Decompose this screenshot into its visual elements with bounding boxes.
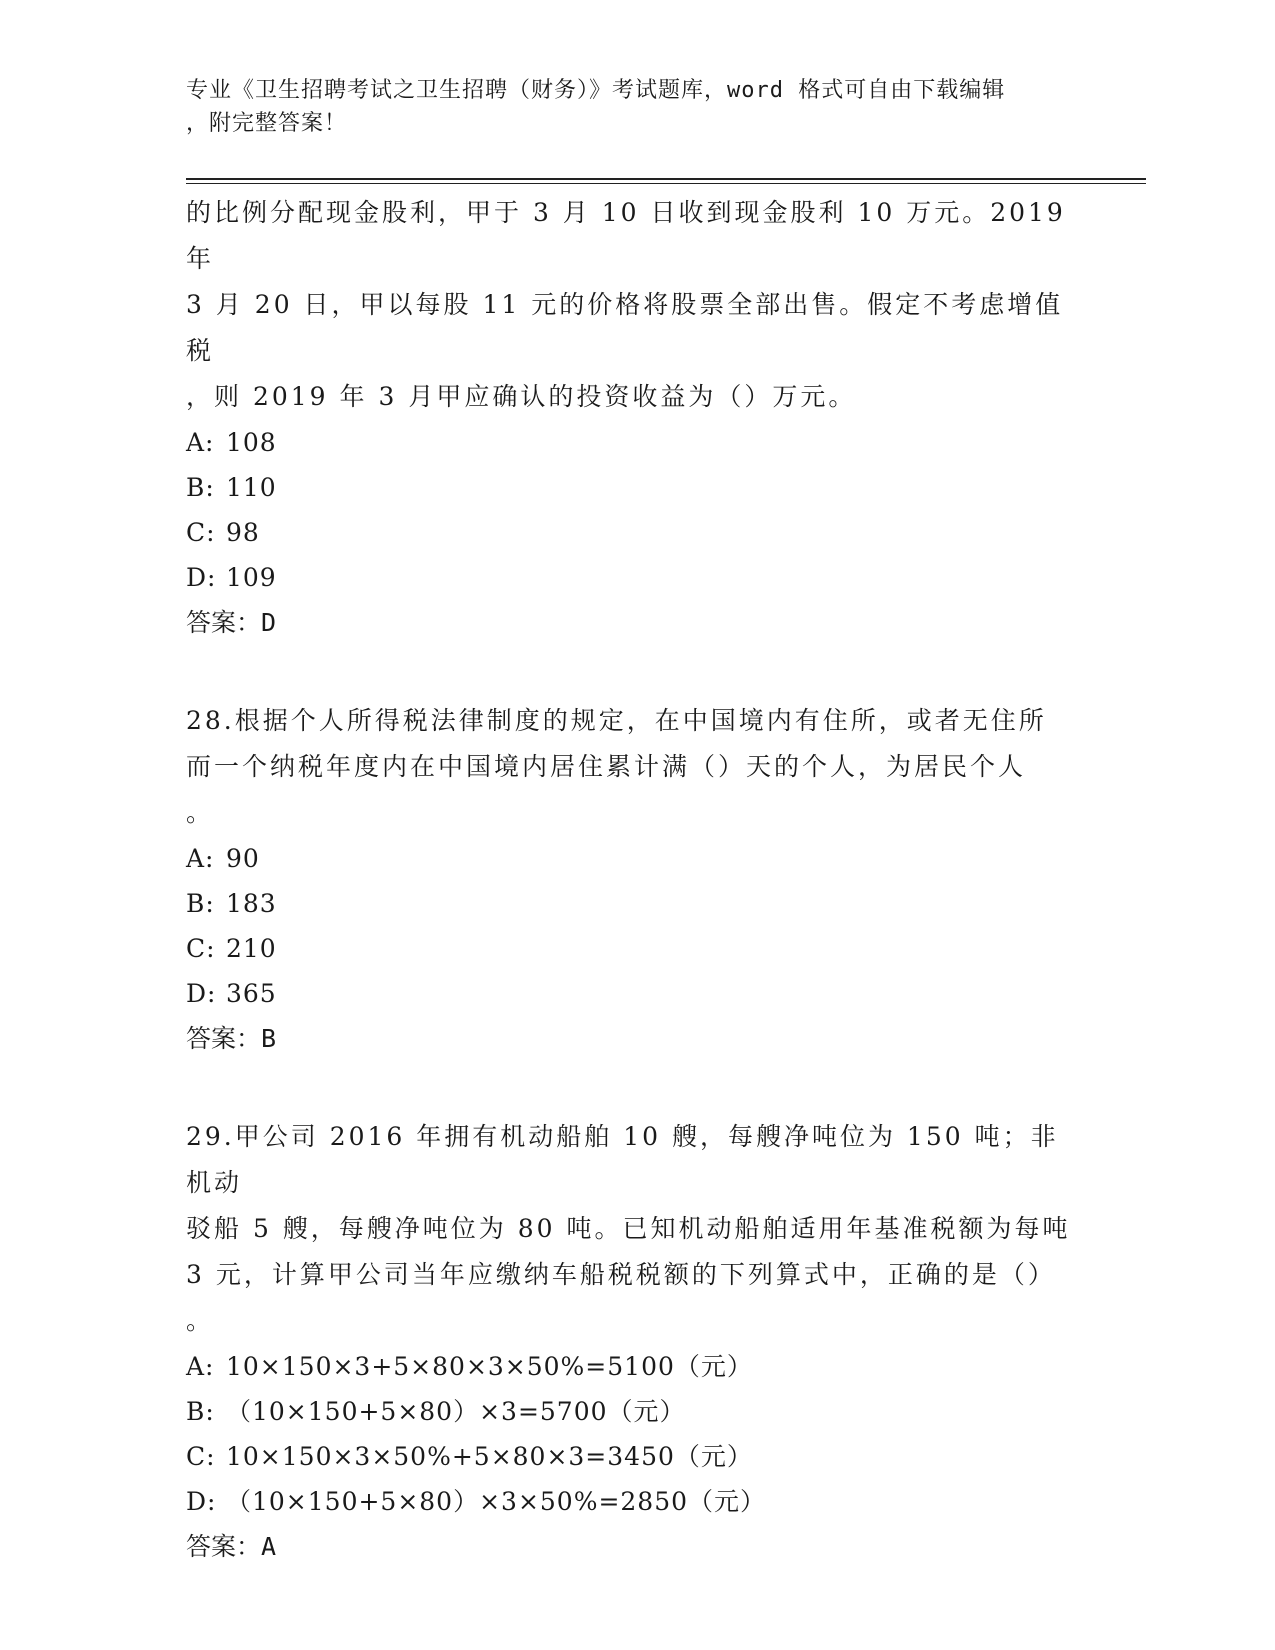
option-text: 98	[226, 518, 260, 547]
option-letter: A:	[186, 844, 215, 873]
question-stem-line: 3 月 20 日，甲以每股 11 元的价格将股票全部出售。假定不考虑增值税	[186, 290, 1064, 365]
answer-label: 答案：B	[186, 1024, 277, 1053]
option-text: 183	[226, 889, 277, 918]
option-letter: C:	[186, 1442, 216, 1471]
option-letter: D:	[186, 1487, 217, 1516]
option-d	[186, 1479, 1086, 1524]
option-letter: A:	[186, 428, 215, 457]
header-line-2: ，附完整答案！	[186, 111, 348, 136]
option-b	[186, 1389, 1086, 1434]
option-letter: D:	[186, 563, 217, 592]
header-divider-thick	[186, 178, 1146, 180]
document-body	[186, 190, 1086, 1570]
option-text: 10×150×3×50%+5×80×3=3450（元）	[226, 1442, 753, 1471]
option-letter: C:	[186, 934, 216, 963]
option-c	[186, 510, 1086, 555]
option-b	[186, 881, 1086, 926]
option-letter: A:	[186, 1352, 215, 1381]
question-stem-line: 。	[186, 798, 215, 827]
answer-label: 答案：D	[186, 608, 277, 637]
option-text: 109	[226, 563, 277, 592]
option-d	[186, 971, 1086, 1016]
question-28	[186, 698, 1086, 1062]
option-letter: B:	[186, 889, 215, 918]
option-a	[186, 1344, 1086, 1389]
option-a	[186, 836, 1086, 881]
option-b	[186, 465, 1086, 510]
option-c	[186, 926, 1086, 971]
question-stem-line: 29.甲公司 2016 年拥有机动船舶 10 艘，每艘净吨位为 150 吨；非机动	[186, 1122, 1059, 1197]
option-text: 365	[226, 979, 277, 1008]
question-stem-line: ，则 2019 年 3 月甲应确认的投资收益为（）万元。	[186, 382, 857, 411]
question-stem-line: 的比例分配现金股利，甲于 3 月 10 日收到现金股利 10 万元。2019 年	[186, 198, 1066, 273]
question-stem-line: 。	[186, 1306, 215, 1335]
option-text: （10×150+5×80）×3×50%=2850（元）	[226, 1487, 767, 1516]
question-29	[186, 1114, 1086, 1570]
header-line-1: 专业《卫生招聘考试之卫生招聘（财务）》考试题库，word 格式可自由下载编辑	[186, 78, 1006, 103]
option-text: （10×150+5×80）×3=5700（元）	[226, 1397, 686, 1426]
answer-label: 答案：A	[186, 1532, 277, 1561]
question-stem-line: 而一个纳税年度内在中国境内居住累计满（）天的个人，为居民个人	[186, 752, 1027, 781]
option-text: 90	[226, 844, 260, 873]
option-d	[186, 555, 1086, 600]
question-stem-line: 28.根据个人所得税法律制度的规定，在中国境内有住所，或者无住所	[186, 706, 1047, 735]
option-a	[186, 420, 1086, 465]
question-stem-line: 驳船 5 艘，每艘净吨位为 80 吨。已知机动船舶适用年基准税额为每吨	[186, 1214, 1071, 1243]
option-letter: D:	[186, 979, 217, 1008]
option-letter: B:	[186, 1397, 215, 1426]
option-text: 10×150×3+5×80×3×50%=5100（元）	[226, 1352, 753, 1381]
option-c	[186, 1434, 1086, 1479]
option-text: 108	[226, 428, 277, 457]
option-letter: C:	[186, 518, 216, 547]
option-text: 210	[226, 934, 277, 963]
option-text: 110	[226, 473, 277, 502]
question-stem-line: 3 元，计算甲公司当年应缴纳车船税税额的下列算式中，正确的是（）	[186, 1260, 1056, 1289]
option-letter: B:	[186, 473, 215, 502]
header-divider-thin	[186, 183, 1146, 184]
question-27	[186, 190, 1086, 646]
document-header	[186, 74, 1066, 140]
